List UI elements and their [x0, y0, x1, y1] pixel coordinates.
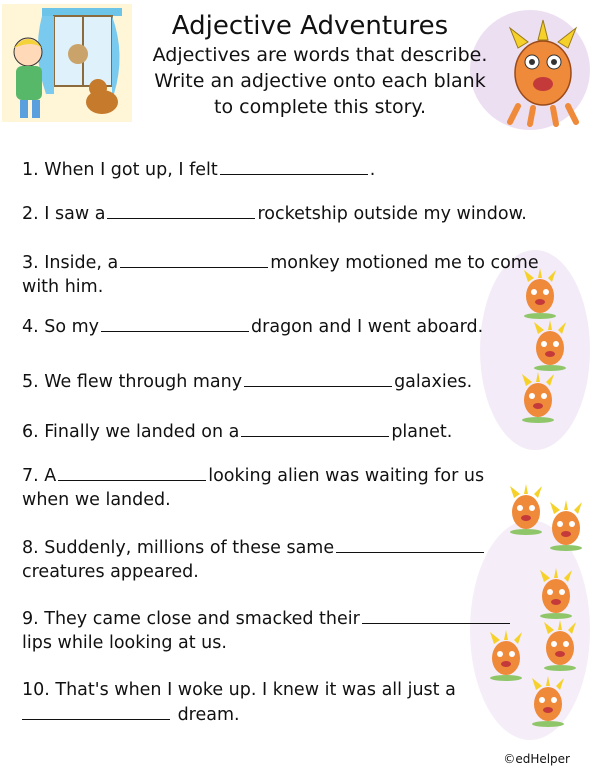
small-alien-icon: [534, 568, 578, 620]
answer-blank[interactable]: [58, 463, 206, 481]
question-text: planet.: [391, 422, 453, 442]
question-text: 5. We flew through many: [22, 372, 243, 392]
question-text: 10. That's when I woke up. I knew it was all just a: [22, 680, 456, 700]
question-text: 9. They came close and smacked their: [22, 609, 360, 629]
question-1: [22, 157, 375, 182]
question-text: 4. So my: [22, 317, 100, 337]
question-4: [22, 314, 483, 339]
small-alien-icon: [544, 500, 588, 552]
question-text: dream.: [177, 705, 240, 725]
copyright-footer: ©edHelper: [503, 752, 570, 766]
answer-blank[interactable]: [241, 419, 389, 437]
intro-line: to complete this story.: [214, 96, 426, 118]
answer-blank[interactable]: [244, 369, 392, 387]
question-10: [22, 678, 456, 727]
question-text: 1. When I got up, I felt: [22, 160, 218, 180]
question-text: 7. A: [22, 466, 57, 486]
question-text: dragon and I went aboard.: [251, 317, 484, 337]
question-text: lips while looking at us.: [22, 633, 227, 653]
question-text: rocketship outside my window.: [257, 204, 527, 224]
question-text: monkey motioned me to come: [270, 253, 539, 273]
answer-blank[interactable]: [120, 250, 268, 268]
small-alien-icon: [528, 320, 572, 372]
intro-line: Write an adjective onto each blank: [154, 70, 486, 92]
question-text: .: [369, 160, 376, 180]
question-text: galaxies.: [394, 372, 473, 392]
worksheet-title: Adjective Adventures: [171, 11, 449, 41]
answer-blank[interactable]: [101, 314, 249, 332]
question-text: creatures appeared.: [22, 562, 199, 582]
small-alien-icon: [526, 676, 570, 728]
question-8: [22, 535, 486, 584]
small-alien-icon: [538, 620, 582, 672]
question-text: 3. Inside, a: [22, 253, 119, 273]
answer-blank[interactable]: [107, 201, 255, 219]
intro-line: Adjectives are words that describe.: [152, 44, 488, 66]
intro-text: [130, 42, 510, 120]
answer-blank[interactable]: [22, 702, 170, 720]
question-5: [22, 369, 472, 394]
question-text: when we landed.: [22, 490, 171, 510]
answer-blank[interactable]: [220, 157, 368, 175]
question-text: looking alien was waiting for us: [208, 466, 485, 486]
alien-illustration: [498, 18, 588, 128]
question-text: 6. Finally we landed on a: [22, 422, 240, 442]
small-alien-icon: [516, 372, 560, 424]
question-text: 8. Suddenly, millions of these same: [22, 538, 335, 558]
answer-blank[interactable]: [336, 535, 484, 553]
question-text: 2. I saw a: [22, 204, 106, 224]
question-6: [22, 419, 452, 444]
small-alien-icon: [504, 484, 548, 536]
answer-blank[interactable]: [362, 606, 510, 624]
question-3: [22, 250, 539, 299]
question-text: with him.: [22, 277, 104, 297]
question-2: [22, 201, 527, 226]
question-7: [22, 463, 484, 512]
boy-and-dog-illustration: [2, 4, 132, 122]
question-9: [22, 606, 512, 655]
